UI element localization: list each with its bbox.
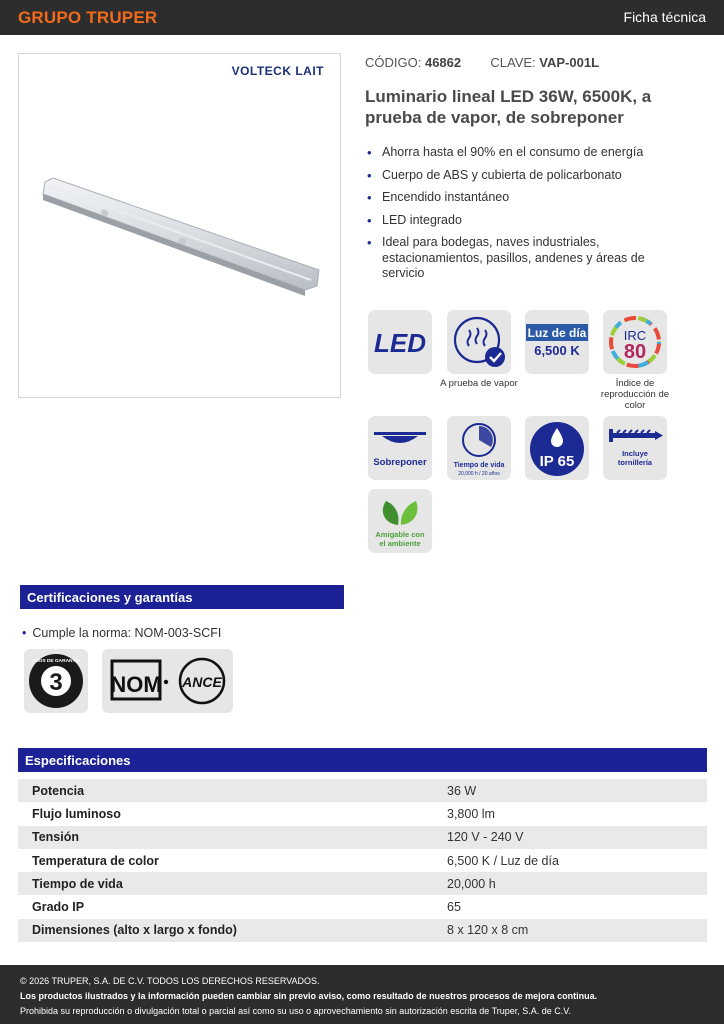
led-icon <box>368 310 432 374</box>
certifications-heading <box>20 585 344 609</box>
footer-notice: Los productos ilustrados y la información pueden cambiar sin previo aviso, como resultado de nuestros procesos de mejora continua. <box>20 991 598 1001</box>
spec-value: 20,000 h <box>447 876 496 891</box>
spec-key: Flujo luminoso <box>32 806 121 821</box>
table-row <box>18 919 707 942</box>
feature-item: • Cuerpo de ABS y cubierta de policarbonato <box>367 168 667 184</box>
footer-copyright: © 2026 TRUPER, S.A. DE C.V. TODOS LOS DERECHOS RESERVADOS. <box>20 976 320 986</box>
surface-mount-label: Sobreponer <box>373 457 427 468</box>
irc-value: 80 <box>623 341 647 363</box>
sheet-label: Ficha técnica <box>623 9 706 25</box>
product-title: Luminario lineal LED 36W, 6500K, a prueba de vapor, de sobreponer <box>365 87 652 127</box>
screws-label-2: tornillería <box>617 458 653 467</box>
key-label: CLAVE: <box>490 55 536 70</box>
table-row <box>18 849 707 872</box>
spec-value: 6,500 K / Luz de día <box>447 853 559 868</box>
daylight-icon <box>525 310 589 374</box>
spec-value: 120 V - 240 V <box>447 830 524 845</box>
spec-value: 65 <box>447 900 461 915</box>
certifications-heading-text: Certificaciones y garantías <box>27 589 193 605</box>
spec-key: Dimensiones (alto x largo x fondo) <box>32 923 237 938</box>
nom-ance-badge <box>102 649 233 713</box>
spec-key: Tensión <box>32 830 79 845</box>
footer-rights: Prohibida su reproducción o divulgación total o parcial así como su uso o aprovechamiento sin autorización escrita de Truper, S.A. de C.V. <box>20 1006 571 1016</box>
feature-item: • Ahorra hasta el 90% en el consumo de energía <box>367 145 667 161</box>
table-row <box>18 802 707 825</box>
spec-key: Grado IP <box>32 900 85 915</box>
table-row <box>18 895 707 918</box>
cert-item-text: Cumple la norma: NOM-003-SCFI <box>32 626 222 640</box>
eco-label-1: Amigable con <box>375 530 425 539</box>
spec-value: 8 x 120 x 8 cm <box>447 923 529 938</box>
spec-key: Potencia <box>32 783 85 798</box>
code-value: 46862 <box>424 55 462 70</box>
irc-icon <box>603 310 667 374</box>
spec-value: 36 W <box>447 783 477 798</box>
table-row <box>18 872 707 895</box>
footer <box>0 965 724 1024</box>
table-row <box>18 826 707 849</box>
specs-heading <box>18 748 707 772</box>
led-icon-text: LED <box>374 328 426 358</box>
specs-table <box>18 779 707 942</box>
warranty-years: 3 <box>49 669 63 696</box>
photo-brand-label: VOLTECK LAIT <box>231 64 324 78</box>
daylight-label: Luz de día <box>527 326 587 340</box>
table-row <box>18 779 707 802</box>
feature-item: • LED integrado <box>367 213 667 229</box>
luminaire-image <box>39 174 329 354</box>
specs-heading-text: Especificaciones <box>25 752 131 768</box>
feature-item: • Encendido instantáneo <box>367 190 667 206</box>
irc-label: IRC <box>623 328 647 343</box>
key-value: VAP-001L <box>539 55 600 70</box>
surface-mount-icon <box>368 416 432 480</box>
screws-label-1: Incluye <box>622 449 648 458</box>
nom-label: NOM <box>110 672 162 697</box>
ip-rating-icon <box>525 416 589 480</box>
vapor-proof-icon <box>447 310 511 374</box>
feature-list <box>367 145 667 289</box>
top-bar <box>0 0 724 35</box>
product-code-line <box>365 55 599 70</box>
ance-label: ANCE <box>182 674 222 690</box>
spec-key: Tiempo de vida <box>32 876 123 891</box>
eco-label-2: el ambiente <box>379 539 421 548</box>
code-label: CÓDIGO: <box>365 55 422 70</box>
warranty-badge <box>24 649 88 713</box>
spec-key: Temperatura de color <box>32 853 159 868</box>
screws-icon <box>603 416 667 480</box>
cert-item: • Cumple la norma: NOM-003-SCFI <box>22 626 222 640</box>
lifetime-label: Tiempo de vida <box>453 462 505 469</box>
daylight-value: 6,500 K <box>534 343 580 358</box>
warranty-text: AÑOS DE GARANTÍA <box>31 659 81 664</box>
ip-rating-label: IP 65 <box>539 453 575 470</box>
spec-value: 3,800 lm <box>447 806 495 821</box>
feature-item: • Ideal para bodegas, naves industriales, estacionamientos, pasillos, andenes y áreas de servicio <box>367 235 667 282</box>
lifetime-value: 20,000 h / 20 años <box>458 471 500 477</box>
lifetime-icon <box>447 416 511 480</box>
vapor-proof-caption: A prueba de vapor <box>440 378 518 389</box>
brand-logo: GRUPO TRUPER <box>18 8 158 27</box>
eco-friendly-icon <box>368 489 432 553</box>
product-photo <box>18 53 341 398</box>
irc-caption: Índice de reproducción de color <box>600 378 670 411</box>
